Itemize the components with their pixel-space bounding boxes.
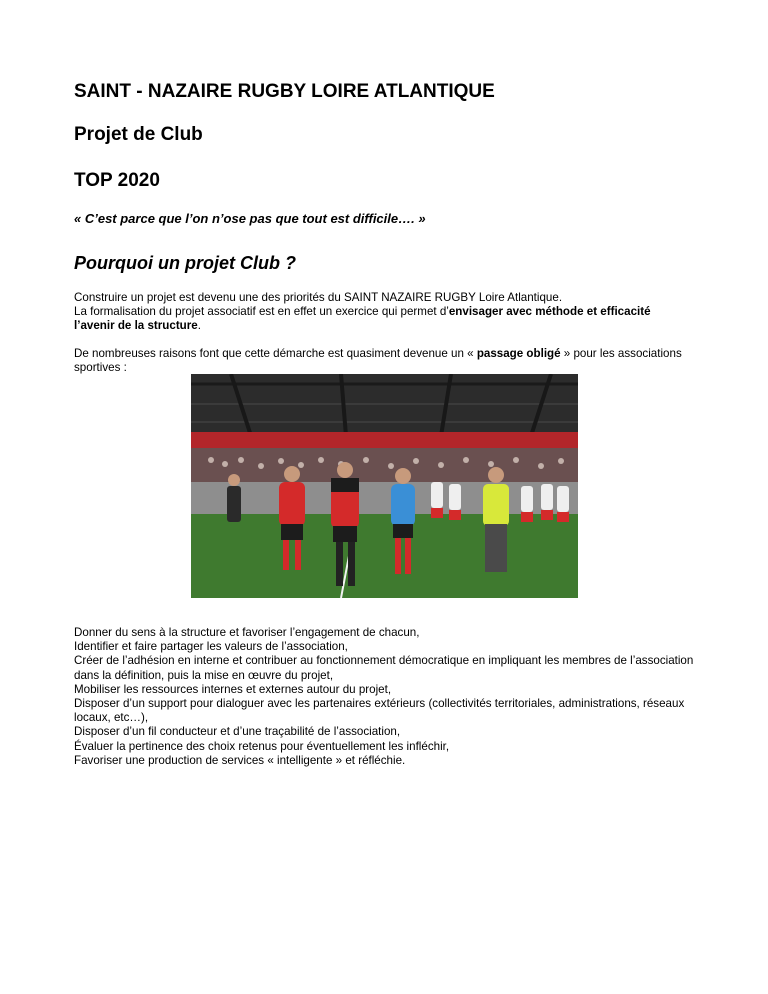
list-item: Identifier et faire partager les valeurs de l’association,: [74, 640, 348, 654]
rugby-photo-illustration: [191, 374, 578, 598]
intro-end: .: [197, 319, 201, 333]
reasons-intro-start: De nombreuses raisons font que cette démarche est quasiment devenue un «: [74, 347, 477, 360]
reasons-intro-end: » pour les associations sportives :: [74, 347, 682, 375]
intro-bold: envisager avec méthode et efficacité l’avenir de la structure: [74, 305, 651, 333]
intro-line-1: Construire un projet est devenu une des priorités du SAINT NAZAIRE RUGBY Loire Atlantique.: [74, 291, 563, 304]
list-item: Créer de l’adhésion en interne et contribuer au fonctionnement démocratique en impliquant les membres de l’association dans la définition, puis la mise en œuvre du projet,: [74, 654, 694, 682]
project-subtitle: Projet de Club: [74, 124, 203, 145]
reasons-list: [74, 626, 704, 768]
quote-text: « C’est parce que l’on n’ose pas que tout est difficile…. »: [74, 211, 426, 226]
club-title: SAINT - NAZAIRE RUGBY LOIRE ATLANTIQUE: [74, 81, 495, 102]
intro-paragraph: [74, 291, 694, 334]
project-name: TOP 2020: [74, 170, 160, 191]
list-item: Disposer d’un fil conducteur et d’une traçabilité de l’association,: [74, 725, 401, 739]
list-item: Mobiliser les ressources internes et externes autour du projet,: [74, 682, 392, 696]
list-item: Favoriser une production de services « intelligente » et réfléchie.: [74, 753, 406, 767]
list-item: Donner du sens à la structure et favoriser l’engagement de chacun,: [74, 626, 420, 639]
list-item: Disposer d’un support pour dialoguer avec les partenaires extérieurs (collectivités territoriales, administrations, réseaux locaux, etc…),: [74, 697, 685, 725]
intro-line-2: La formalisation du projet associatif est en effet un exercice qui permet d’: [74, 305, 449, 319]
rugby-team-photo: [191, 374, 578, 598]
reasons-intro-paragraph: [74, 347, 694, 375]
reasons-intro-bold: passage obligé: [476, 347, 561, 360]
section-title: Pourquoi un projet Club ?: [74, 253, 296, 273]
list-item: Évaluer la pertinence des choix retenus pour éventuellement les infléchir,: [74, 739, 450, 753]
